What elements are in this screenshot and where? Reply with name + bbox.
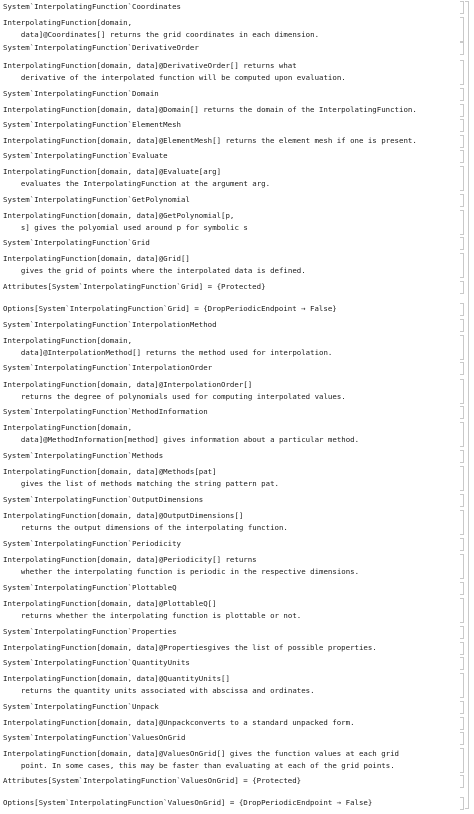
cell-text: InterpolatingFunction[domain, <box>3 18 133 27</box>
cell-bracket[interactable] <box>460 657 464 670</box>
cell-bracket[interactable] <box>460 42 464 55</box>
cell-text-continuation: returns whether the interpolating function is plottable or not. <box>12 611 302 620</box>
cell-text: InterpolatingFunction[domain, data]@PlottableQ[] <box>3 599 217 608</box>
cell-bracket[interactable] <box>460 673 464 698</box>
cell-text: System`InterpolatingFunction`Unpack <box>3 702 159 711</box>
cell-text: System`InterpolatingFunction`InterpolationOrder <box>3 363 213 372</box>
cell-bracket[interactable] <box>460 582 464 595</box>
cell-bracket[interactable] <box>460 88 464 101</box>
cell-text-continuation: returns the degree of polynomials used for computing interpolated values. <box>12 392 346 401</box>
cell-text: System`InterpolatingFunction`ElementMesh <box>3 120 181 129</box>
cell-bracket[interactable] <box>460 510 464 535</box>
cell-bracket[interactable] <box>460 253 464 278</box>
cell-bracket[interactable] <box>460 422 464 447</box>
cell-text: System`InterpolatingFunction`Periodicity <box>3 539 181 548</box>
cell-bracket[interactable] <box>460 775 464 788</box>
cell-bracket[interactable] <box>460 135 464 148</box>
cell-text: System`InterpolatingFunction`Properties <box>3 627 177 636</box>
cell-text: InterpolatingFunction[domain, data]@Methods[pat] <box>3 467 217 476</box>
cell-text-continuation: gives the list of methods matching the string pattern pat. <box>12 479 279 488</box>
cell-bracket[interactable] <box>460 237 464 250</box>
cell-bracket[interactable] <box>460 303 464 316</box>
cell-bracket[interactable] <box>460 104 464 117</box>
cell-bracket[interactable] <box>460 379 464 404</box>
cell-text: InterpolatingFunction[domain, data]@QuantityUnits[] <box>3 674 230 683</box>
cell-text: InterpolatingFunction[domain, data]@Periodicity[] returns <box>3 555 257 564</box>
cell-bracket[interactable] <box>460 1 464 14</box>
cell-bracket[interactable] <box>460 598 464 623</box>
cell-bracket[interactable] <box>460 626 464 639</box>
cell-bracket[interactable] <box>460 797 464 810</box>
cell-bracket[interactable] <box>460 701 464 714</box>
cell-text: System`InterpolatingFunction`PlottableQ <box>3 583 177 592</box>
cell-text: InterpolatingFunction[domain, data]@DerivativeOrder[] returns what <box>3 61 297 70</box>
cell-text: System`InterpolatingFunction`Coordinates <box>3 2 181 11</box>
cell-bracket[interactable] <box>460 450 464 463</box>
cell-text: InterpolatingFunction[domain, data]@Evaluate[arg] <box>3 167 222 176</box>
cell-text: System`InterpolatingFunction`DerivativeOrder <box>3 43 199 52</box>
cell-bracket[interactable] <box>460 281 464 294</box>
cell-bracket[interactable] <box>460 194 464 207</box>
cell-bracket[interactable] <box>460 210 464 235</box>
cell-text: System`InterpolatingFunction`Grid <box>3 238 150 247</box>
cell-text-continuation: data]@MethodInformation[method] gives information about a particular method. <box>12 435 360 444</box>
group-bracket[interactable] <box>465 1 469 809</box>
cell-bracket[interactable] <box>460 319 464 332</box>
cell-bracket[interactable] <box>460 166 464 191</box>
cell-text-continuation: returns the output dimensions of the interpolating function. <box>12 523 288 532</box>
cell-bracket[interactable] <box>460 150 464 163</box>
cell-bracket[interactable] <box>460 732 464 745</box>
cell-text: System`InterpolatingFunction`ValuesOnGrid <box>3 733 186 742</box>
cell-text: Options[System`InterpolatingFunction`Grid] = {DropPeriodicEndpoint → False} <box>3 304 337 313</box>
cell-bracket[interactable] <box>460 554 464 579</box>
cell-text: InterpolatingFunction[domain, data]@ElementMesh[] returns the element mesh if one is present. <box>3 136 417 145</box>
cell-text: InterpolatingFunction[domain, data]@OutputDimensions[] <box>3 511 244 520</box>
cell-bracket[interactable] <box>460 60 464 85</box>
cell-text-continuation: whether the interpolating function is periodic in the respective dimensions. <box>12 567 360 576</box>
cell-text: System`InterpolatingFunction`Domain <box>3 89 159 98</box>
cell-text: System`InterpolatingFunction`OutputDimensions <box>3 495 204 504</box>
cell-text-continuation: s] gives the polyomial used around p for symbolic s <box>12 223 248 232</box>
cell-text: Attributes[System`InterpolatingFunction`Grid] = {Protected} <box>3 282 266 291</box>
cell-text: System`InterpolatingFunction`Methods <box>3 451 164 460</box>
cell-text: Attributes[System`InterpolatingFunction`ValuesOnGrid] = {Protected} <box>3 776 302 785</box>
cell-bracket[interactable] <box>460 406 464 419</box>
cell-bracket[interactable] <box>460 717 464 730</box>
cell-bracket[interactable] <box>460 748 464 773</box>
cell-text-continuation: data]@Coordinates[] returns the grid coordinates in each dimension. <box>12 30 320 39</box>
cell-text-continuation: data]@InterpolationMethod[] returns the method used for interpolation. <box>12 348 333 357</box>
cell-text-continuation: returns the quantity units associated with abscissa and ordinates. <box>12 686 315 695</box>
cell-text: InterpolatingFunction[domain, data]@Unpackconverts to a standard unpacked form. <box>3 718 355 727</box>
cell-bracket[interactable] <box>460 494 464 507</box>
cell-bracket[interactable] <box>460 119 464 132</box>
cell-text: InterpolatingFunction[domain, <box>3 336 133 345</box>
cell-text: InterpolatingFunction[domain, data]@ValuesOnGrid[] gives the function values at each grid <box>3 749 400 758</box>
cell-text: System`InterpolatingFunction`Evaluate <box>3 151 168 160</box>
cell-bracket[interactable] <box>460 362 464 375</box>
cell-text-continuation: evaluates the InterpolatingFunction at the argument arg. <box>12 179 271 188</box>
cell-text: InterpolatingFunction[domain, data]@Grid[] <box>3 254 190 263</box>
cell-text: InterpolatingFunction[domain, data]@GetPolynomial[p, <box>3 211 235 220</box>
cell-text: System`InterpolatingFunction`InterpolationMethod <box>3 320 217 329</box>
cell-text: Options[System`InterpolatingFunction`ValuesOnGrid] = {DropPeriodicEndpoint → False} <box>3 798 373 807</box>
cell-text: InterpolatingFunction[domain, data]@Domain[] returns the domain of the InterpolatingFunction. <box>3 105 417 114</box>
cell-text: InterpolatingFunction[domain, data]@InterpolationOrder[] <box>3 380 253 389</box>
cell-bracket[interactable] <box>460 466 464 491</box>
cell-text: System`InterpolatingFunction`GetPolynomial <box>3 195 190 204</box>
cell-bracket[interactable] <box>460 538 464 551</box>
cell-bracket[interactable] <box>460 642 464 655</box>
cell-text: System`InterpolatingFunction`MethodInformation <box>3 407 208 416</box>
cell-text-continuation: point. In some cases, this may be faster than evaluating at each of the grid points. <box>12 761 395 770</box>
cell-bracket[interactable] <box>460 335 464 360</box>
cell-text-continuation: gives the grid of points where the interpolated data is defined. <box>12 266 306 275</box>
cell-text: InterpolatingFunction[domain, <box>3 423 133 432</box>
cell-bracket[interactable] <box>460 17 464 42</box>
cell-text-continuation: derivative of the interpolated function will be computed upon evaluation. <box>12 73 346 82</box>
cell-text: InterpolatingFunction[domain, data]@Propertiesgives the list of possible properties. <box>3 643 377 652</box>
cell-text: System`InterpolatingFunction`QuantityUnits <box>3 658 190 667</box>
